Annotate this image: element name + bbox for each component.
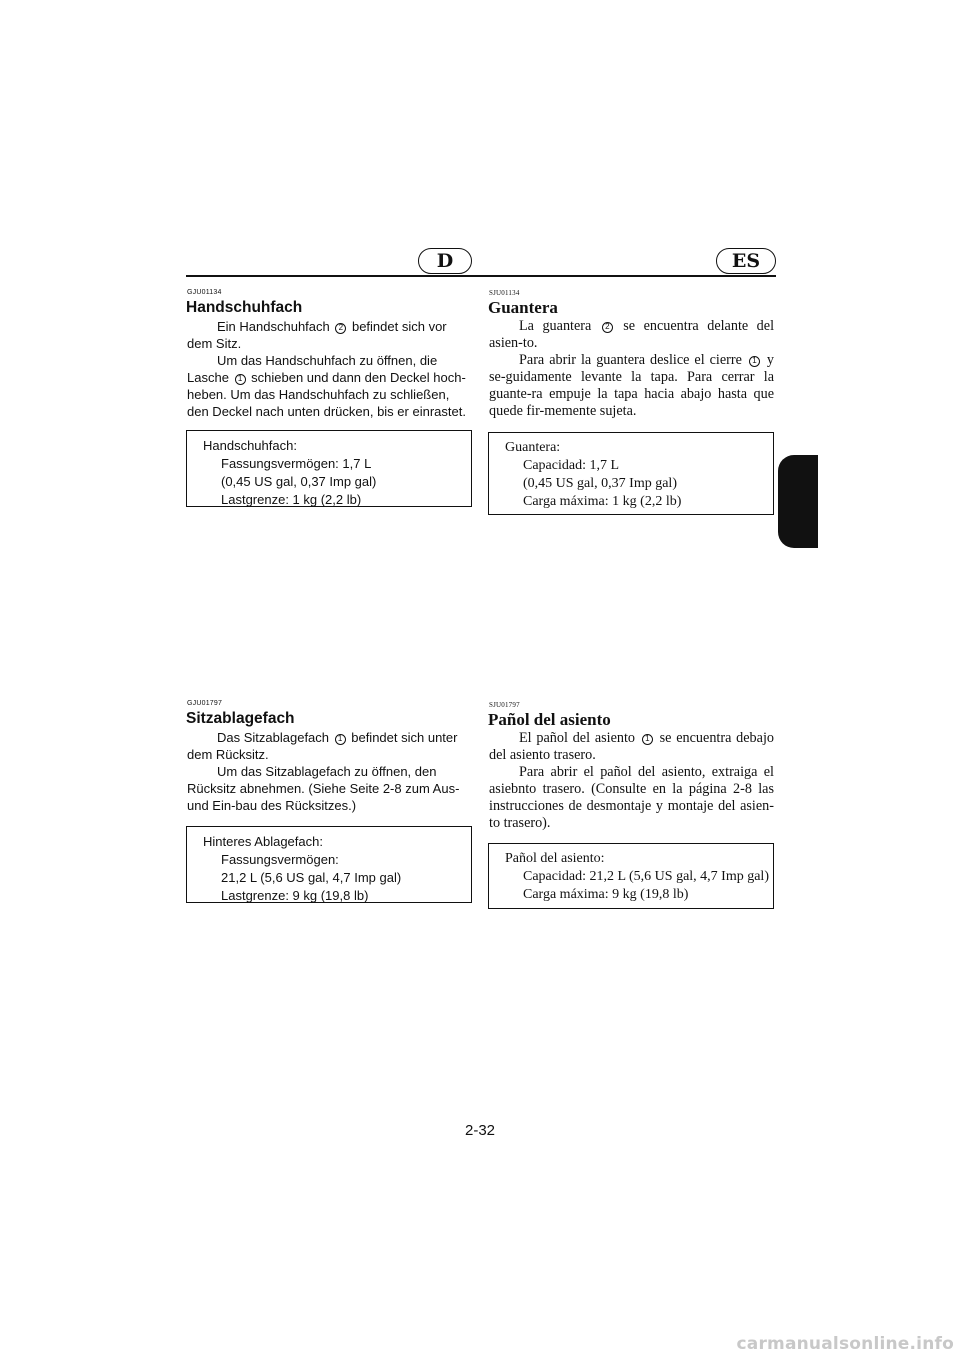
spec-line: Capacidad: 21,2 L (5,6 US gal, 4,7 Imp gal) <box>523 869 769 884</box>
language-code: ES <box>731 250 761 272</box>
section-title: Sitzablagefach <box>186 710 295 727</box>
language-code: D <box>436 250 454 272</box>
paragraph: La guantera 2 se encuentra delante del asien-to. <box>489 318 775 351</box>
spec-line: (0,45 US gal, 0,37 Imp gal) <box>221 474 377 489</box>
spec-box <box>488 843 774 909</box>
spec-line: 21,2 L (5,6 US gal, 4,7 Imp gal) <box>221 870 402 885</box>
callout-number: 1 <box>335 734 346 745</box>
spec-heading: Handschuhfach: <box>203 438 297 453</box>
language-badge-es <box>716 248 776 274</box>
chapter-thumb-tab <box>778 455 818 548</box>
section-body <box>489 318 774 420</box>
callout-number: 1 <box>642 734 653 745</box>
callout-number: 1 <box>235 374 246 385</box>
section-code: GJU01797 <box>187 700 223 707</box>
spec-line: (0,45 US gal, 0,37 Imp gal) <box>523 476 677 491</box>
section-title: Handschuhfach <box>186 299 303 316</box>
section-body <box>489 730 774 832</box>
spec-line: Lastgrenze: 9 kg (19,8 lb) <box>221 888 369 903</box>
section-code: SJU01134 <box>489 289 520 297</box>
spec-box <box>186 826 472 903</box>
section-body <box>187 729 472 814</box>
spec-line: Fassungsvermögen: <box>221 852 339 867</box>
paragraph: Das Sitzablagefach 1 befindet sich unter dem Rücksitz. <box>187 730 458 762</box>
paragraph: Um das Sitzablagefach zu öffnen, den Rücksitz abnehmen. (Siehe Seite 2-8 zum Aus- und Ein-bau des Rücksitzes.) <box>187 764 460 813</box>
section-body <box>187 318 472 420</box>
language-badge-de <box>418 248 472 274</box>
spec-line: Carga máxima: 9 kg (19,8 lb) <box>523 887 689 902</box>
callout-number: 1 <box>749 356 760 367</box>
callout-number: 2 <box>335 323 346 334</box>
watermark-text: carmanualsonline.info <box>736 1334 954 1354</box>
paragraph: Ein Handschuhfach 2 befindet sich vor dem Sitz. <box>187 319 447 351</box>
paragraph: El pañol del asiento 1 se encuentra debajo del asiento trasero. <box>489 730 774 763</box>
section-code: GJU01134 <box>187 289 222 296</box>
spec-line: Fassungsvermögen: 1,7 L <box>221 456 372 471</box>
paragraph: Para abrir el pañol del asiento, extraiga el asiebnto trasero. (Consulte en la página 2-8 las instrucciones de desmontaje y montaje del asien-to trasero). <box>489 764 774 831</box>
callout-number: 2 <box>602 322 613 333</box>
spec-heading: Guantera: <box>505 440 561 455</box>
spec-box <box>488 432 774 515</box>
spec-line: Carga máxima: 1 kg (2,2 lb) <box>523 494 682 509</box>
spec-line: Capacidad: 1,7 L <box>523 458 620 473</box>
header-rule <box>186 275 776 277</box>
section-title: Guantera <box>488 298 558 317</box>
section-code: SJU01797 <box>489 701 520 709</box>
paragraph: Para abrir la guantera deslice el cierre 1 y se-guidamente levante la tapa. Para cerrar la guante-ra empuje la tapa hacia abajo hasta que quede fir-memente sujeta. <box>489 352 775 419</box>
paragraph: Um das Handschuhfach zu öffnen, die Lasche 1 schieben und dann den Deckel hoch-heben. Um das Handschuhfach zu schließen, den Deckel nach unten drücken, bis er einrastet. <box>187 353 466 419</box>
spec-heading: Hinteres Ablagefach: <box>203 834 323 849</box>
spec-heading: Pañol del asiento: <box>505 851 605 866</box>
section-title: Pañol del asiento <box>488 710 611 729</box>
spec-box <box>186 430 472 507</box>
page-number: 2-32 <box>464 1122 496 1139</box>
spec-line: Lastgrenze: 1 kg (2,2 lb) <box>221 492 362 507</box>
